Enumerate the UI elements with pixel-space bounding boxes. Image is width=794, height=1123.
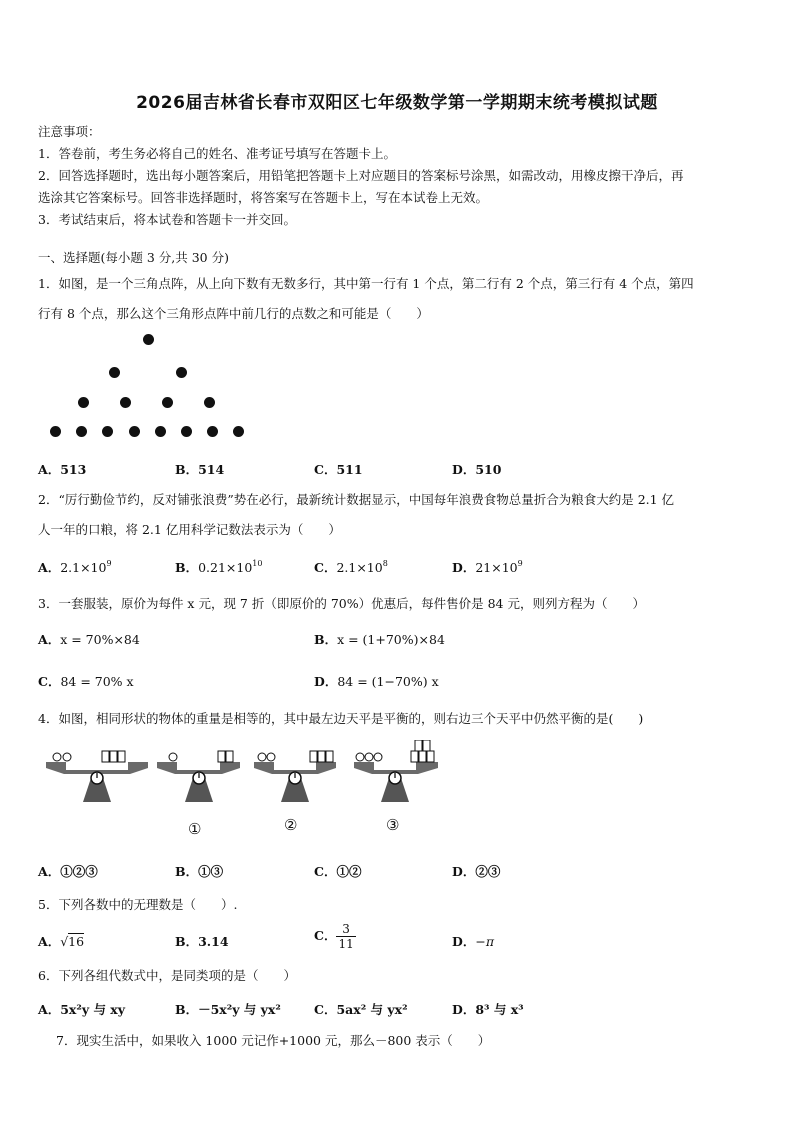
dot [120, 397, 131, 408]
dot [181, 426, 192, 437]
q6-option-a: A．5x²y 与 xy [38, 1002, 126, 1017]
option-label: B． [175, 934, 199, 949]
option-base: 2.1×10 [336, 560, 383, 575]
q3-stem: 3．一套服装，原价为每件 x 元，现 7 折（即原价的 70%）优惠后，每件售价是 84 元，则列方程为（ ） [38, 596, 645, 611]
option-label: C． [38, 674, 61, 689]
q4-option-b: B．①③ [175, 864, 224, 879]
page-title: 2026届吉林省长春市双阳区七年级数学第一学期期末统考模拟试题 [136, 93, 658, 113]
q5-option-d [452, 932, 494, 950]
dot [162, 397, 173, 408]
option-base: 0.21×10 [198, 560, 253, 575]
q2-option-b [175, 558, 262, 576]
balance-scales-figure [40, 740, 450, 810]
q3-option-b [314, 630, 445, 648]
fraction-numerator: 3 [336, 922, 355, 937]
notice-item-2b: 选涂其它答案标号。回答非选择题时，将答案写在答题卡上，写在本试卷上无效。 [38, 190, 489, 205]
option-expr: 84 = 70% x [60, 674, 134, 689]
scale-label-2: ② [284, 816, 298, 834]
q1-stem-line2: 行有 8 个点，那么这个三角形点阵中前几行的点数之和可能是（ ） [38, 306, 429, 321]
dot [204, 397, 215, 408]
scale-label-3: ③ [386, 816, 400, 834]
notice-heading: 注意事项： [38, 124, 101, 139]
option-label: A． [38, 632, 61, 647]
option-base: 21×10 [475, 560, 518, 575]
option-label: C． [314, 560, 337, 575]
dot [76, 426, 87, 437]
q2-stem-line2: 人一年的口粮，将 2.1 亿用科学记数法表示为（ ） [38, 522, 341, 537]
q2-option-d [452, 558, 523, 576]
q5-option-c [314, 922, 356, 951]
balance-scale-1 [157, 751, 240, 802]
q4-option-d: D．②③ [452, 864, 501, 879]
q4-stem: 4．如图，相同形状的物体的重量是相等的，其中最左边天平是平衡的，则右边三个天平中仍然平衡的是( ) [38, 711, 644, 726]
option-exponent: 10 [252, 559, 263, 568]
q1-option-a: A．513 [38, 462, 87, 477]
dot [155, 426, 166, 437]
dot [207, 426, 218, 437]
q5-stem: 5．下列各数中的无理数是（ ）. [38, 897, 238, 912]
q2-option-c [314, 558, 388, 576]
q5-option-b [175, 932, 229, 950]
q6-option-c: C．5ax² 与 yx² [314, 1002, 408, 1017]
q2-stem-line1: 2．“厉行勤俭节约，反对铺张浪费”势在必行，最新统计数据显示，中国每年浪费食物总量折合为粮食大约是 2.1 亿 [38, 492, 675, 507]
dot [233, 426, 244, 437]
notice-item-1: 1．答卷前，考生务必将自己的姓名、准考证号填写在答题卡上。 [38, 146, 396, 161]
q3-option-a [38, 630, 140, 648]
q6-option-b: B．－5x²y 与 yx² [175, 1002, 281, 1017]
q4-option-a: A．①②③ [38, 864, 98, 879]
q1-option-d: D．510 [452, 462, 502, 477]
section-heading: 一、选择题(每小题 3 分,共 30 分) [38, 250, 229, 265]
q4-option-c: C．①② [314, 864, 362, 879]
q3-option-c [38, 672, 134, 690]
option-label: A． [38, 934, 61, 949]
option-value: 3.14 [198, 934, 229, 949]
option-label: B． [314, 632, 338, 647]
notice-item-2a: 2．回答选择题时，选出每小题答案后，用铅笔把答题卡上对应题目的答案标号涂黑，如需改动，用橡皮擦干净后，再 [38, 168, 684, 183]
dot [50, 426, 61, 437]
q6-option-d: D．8³ 与 x³ [452, 1002, 524, 1017]
option-expr: 84 = (1−70%) x [337, 674, 439, 689]
option-label: A． [38, 560, 61, 575]
q1-stem-line1: 1．如图，是一个三角点阵，从上向下数有无数多行，其中第一行有 1 个点，第二行有 2 个点，第三行有 4 个点，第四 [38, 276, 694, 291]
fraction-denominator: 11 [338, 937, 354, 951]
option-label: D． [452, 934, 476, 949]
q2-option-a [38, 558, 112, 576]
dot [102, 426, 113, 437]
option-label: D． [314, 674, 338, 689]
dot [143, 334, 154, 345]
fraction [336, 922, 355, 951]
q6-stem: 6．下列各组代数式中，是同类项的是（ ） [38, 968, 296, 983]
option-exponent: 8 [382, 559, 388, 568]
balance-scale-left [46, 751, 148, 802]
dot [129, 426, 140, 437]
option-value: −π [475, 934, 495, 949]
notice-item-3: 3．考试结束后，将本试卷和答题卡一并交回。 [38, 212, 296, 227]
q1-option-c: C．511 [314, 462, 363, 477]
option-exponent: 9 [517, 559, 523, 568]
dot [176, 367, 187, 378]
q7-stem: 7．现实生活中，如果收入 1000 元记作+1000 元，那么－800 表示（ ） [56, 1033, 491, 1048]
sqrt-icon: √ [60, 934, 69, 949]
option-expr: x = (1+70%)×84 [337, 632, 445, 647]
dot [78, 397, 89, 408]
balance-scale-2 [254, 751, 336, 802]
q5-option-a [38, 932, 84, 950]
option-radicand: 16 [68, 934, 85, 949]
option-exponent: 9 [106, 559, 112, 568]
option-base: 2.1×10 [60, 560, 107, 575]
option-label: C． [314, 928, 337, 943]
option-label: B． [175, 560, 199, 575]
q3-option-d [314, 672, 439, 690]
option-label: D． [452, 560, 476, 575]
option-expr: x = 70%×84 [60, 632, 140, 647]
dot [109, 367, 120, 378]
q1-option-b: B．514 [175, 462, 225, 477]
scale-label-1: ① [188, 820, 202, 838]
balance-scale-3 [354, 740, 438, 802]
